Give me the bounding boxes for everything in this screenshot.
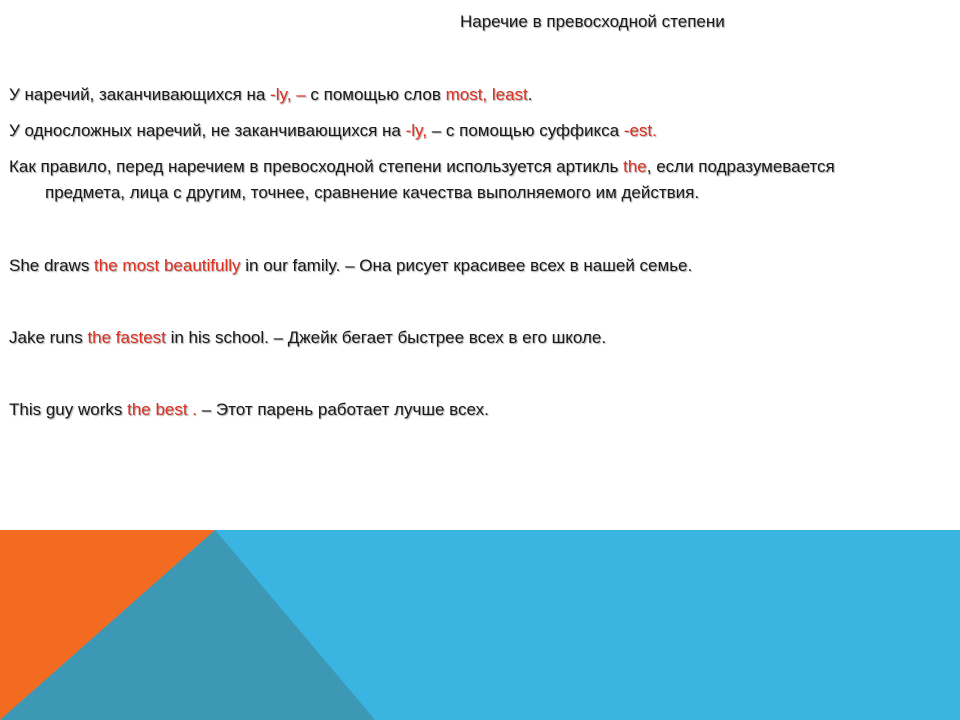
highlight: -ly, – — [270, 85, 311, 104]
text: У односложных наречий, не заканчивающихся на — [9, 121, 406, 140]
text: Jake runs — [9, 328, 88, 347]
example-sentence-2 — [9, 328, 606, 348]
text: This guy works — [9, 400, 128, 419]
text: She draws — [9, 256, 95, 275]
text: . — [527, 85, 533, 104]
text: У наречий, заканчивающихся на — [9, 85, 271, 104]
highlight: -ly, — [405, 121, 427, 140]
example-sentence-3 — [9, 400, 489, 420]
rule-article-line1 — [9, 157, 835, 177]
text: in our family. – Она рисует красивее всех в нашей семье. — [240, 256, 693, 275]
rule-monosyllabic-adverbs — [9, 121, 657, 141]
text: – Этот парень работает лучше всех. — [197, 400, 489, 419]
text: Как правило, перед наречием в превосходной степени используется артикль — [9, 157, 624, 176]
rule-article-line2: предмета, лица с другим, точнее, сравнение качества выполняемого им действия. — [45, 183, 700, 202]
highlight: the best . — [127, 400, 198, 419]
text: in his school. – Джейк бегает быстрее всех в его школе. — [165, 328, 607, 347]
text: с помощью слов — [310, 85, 446, 104]
decorative-shapes — [0, 530, 960, 720]
highlight: most, least — [445, 85, 528, 104]
slide-title: Наречие в превосходной степени — [460, 12, 725, 31]
highlight: -est. — [623, 121, 657, 140]
highlight: the fastest — [87, 328, 166, 347]
rule-ly-adverbs — [9, 85, 533, 105]
text: , если подразумевается — [646, 157, 835, 176]
example-sentence-1 — [9, 256, 692, 276]
highlight: the most beautifully — [94, 256, 241, 275]
highlight: the — [623, 157, 647, 176]
text: – с помощью суффикса — [426, 121, 624, 140]
